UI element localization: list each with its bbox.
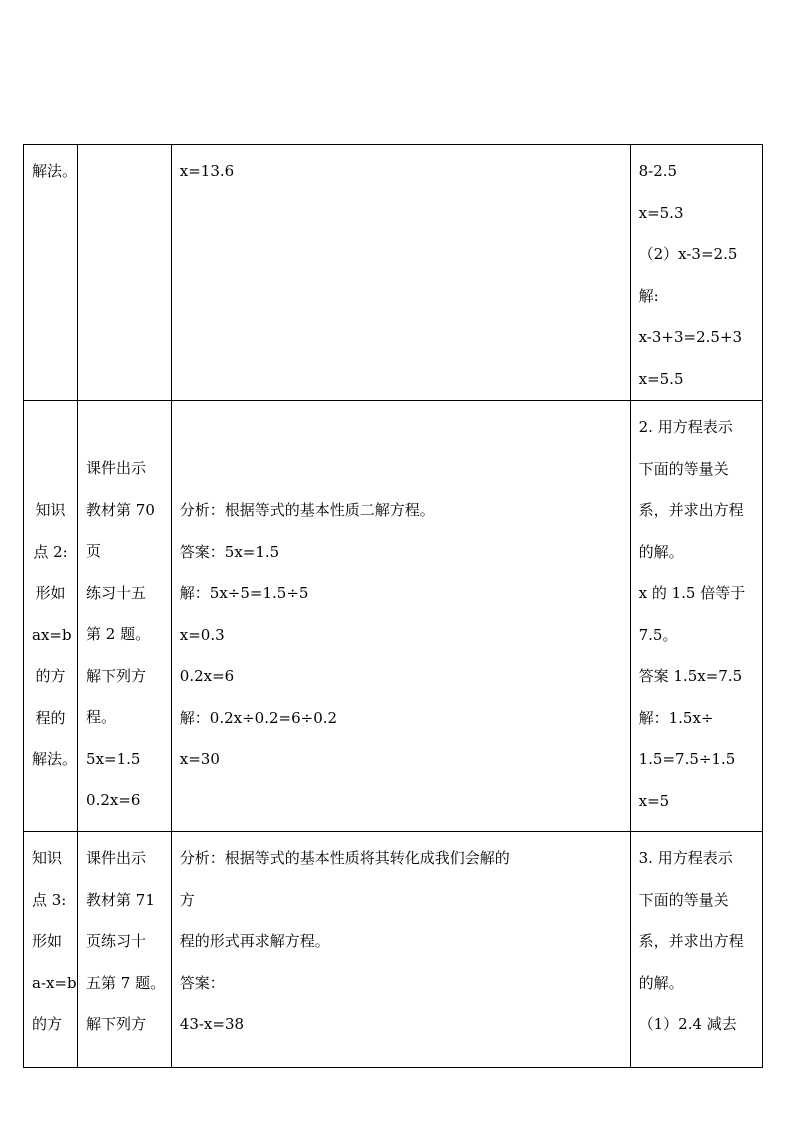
text-line: 解：0.2x÷0.2=6÷0.2 bbox=[179, 708, 338, 727]
text-line: 3. 用方程表示 bbox=[638, 849, 733, 867]
text-line: 答案 1.5x=7.5 bbox=[638, 667, 743, 685]
text-line: 解法。 bbox=[32, 162, 78, 180]
text-line: 分析：根据等式的基本性质二解方程。 bbox=[179, 501, 435, 519]
exercise-cell bbox=[630, 832, 762, 1068]
text-line: 知识 bbox=[32, 849, 63, 867]
text-line: 解: bbox=[638, 286, 659, 305]
text-line: x=5.5 bbox=[638, 369, 684, 388]
knowledge-point-cell bbox=[24, 401, 78, 832]
text-line: 7.5。 bbox=[638, 625, 678, 644]
text-line: 系，并求出方程 bbox=[638, 932, 744, 950]
text-line: 解：5x÷5=1.5÷5 bbox=[179, 584, 309, 602]
text-line: 43-x=38 bbox=[179, 1015, 245, 1033]
text-line: 形如 bbox=[32, 932, 63, 950]
text-line: 第 2 题。 bbox=[86, 625, 151, 643]
text-line: ax=b bbox=[32, 625, 72, 644]
analysis-cell bbox=[171, 832, 630, 1068]
text-line: 程的 bbox=[35, 708, 66, 727]
activity-cell bbox=[78, 832, 172, 1068]
knowledge-point-cell bbox=[24, 145, 78, 401]
text-line: 课件出示 bbox=[86, 459, 147, 477]
text-line: 0.2x=6 bbox=[179, 667, 235, 685]
text-line: 的方 bbox=[32, 1015, 63, 1033]
text-line: 方 bbox=[179, 890, 195, 909]
text-line: 五第 7 题。 bbox=[86, 973, 166, 992]
text-line: x=5 bbox=[638, 791, 670, 810]
text-line: 知识 bbox=[35, 501, 66, 519]
text-line: 解下列方 bbox=[86, 666, 147, 685]
text-line: x=0.3 bbox=[179, 625, 225, 644]
text-line: 页练习十 bbox=[86, 932, 147, 950]
text-line: 1.5=7.5÷1.5 bbox=[638, 750, 736, 768]
text-line: 下面的等量关 bbox=[638, 459, 729, 478]
text-line: x=13.6 bbox=[179, 162, 235, 180]
lesson-plan-table bbox=[23, 144, 763, 1068]
text-line: 答案： bbox=[179, 973, 225, 992]
exercise-cell bbox=[630, 401, 762, 832]
text-line: 下面的等量关 bbox=[638, 890, 729, 909]
text-line: 5x=1.5 bbox=[86, 749, 141, 768]
text-line: 2. 用方程表示 bbox=[638, 418, 733, 436]
text-line: 0.2x=6 bbox=[86, 791, 141, 809]
text-line: 解下列方 bbox=[86, 1015, 147, 1033]
text-line: 程的形式再求解方程。 bbox=[179, 932, 330, 950]
text-line: 形如 bbox=[35, 584, 66, 602]
text-line: x-3+3=2.5+3 bbox=[638, 328, 743, 346]
table-row bbox=[24, 145, 763, 401]
text-line: 的方 bbox=[35, 667, 66, 685]
text-line: 教材第 70 bbox=[86, 500, 155, 519]
text-line: 教材第 71 bbox=[86, 890, 155, 909]
text-line: 8-2.5 bbox=[638, 162, 678, 180]
text-line: 点 2: bbox=[33, 542, 68, 561]
text-line: x 的 1.5 倍等于 bbox=[638, 584, 746, 602]
table-row bbox=[24, 832, 763, 1068]
text-line: 点 3: bbox=[32, 890, 67, 909]
analysis-cell bbox=[171, 145, 630, 401]
text-line: a-x=b bbox=[32, 973, 77, 992]
text-line: （2）x-3=2.5 bbox=[638, 245, 738, 263]
text-line: 的解。 bbox=[638, 542, 684, 561]
activity-cell bbox=[78, 401, 172, 832]
activity-cell bbox=[78, 145, 172, 401]
text-line: 系，并求出方程 bbox=[638, 501, 744, 519]
text-line: 练习十五 bbox=[86, 583, 147, 602]
text-line: 解：1.5x÷ bbox=[638, 708, 714, 727]
text-line: （1）2.4 减去 bbox=[638, 1015, 737, 1033]
text-line: x=30 bbox=[179, 750, 220, 768]
text-line: 程。 bbox=[86, 708, 117, 726]
table-row bbox=[24, 401, 763, 832]
exercise-cell bbox=[630, 145, 762, 401]
text-line: 课件出示 bbox=[86, 849, 147, 867]
text-line: 答案：5x=1.5 bbox=[179, 542, 280, 561]
knowledge-point-cell bbox=[24, 832, 78, 1068]
text-line: 分析：根据等式的基本性质将其转化成我们会解的 bbox=[179, 849, 510, 867]
analysis-cell bbox=[171, 401, 630, 832]
text-line: 解法。 bbox=[32, 750, 78, 768]
text-line: x=5.3 bbox=[638, 203, 684, 222]
text-line: 页 bbox=[86, 542, 102, 560]
text-line: 的解。 bbox=[638, 973, 684, 992]
